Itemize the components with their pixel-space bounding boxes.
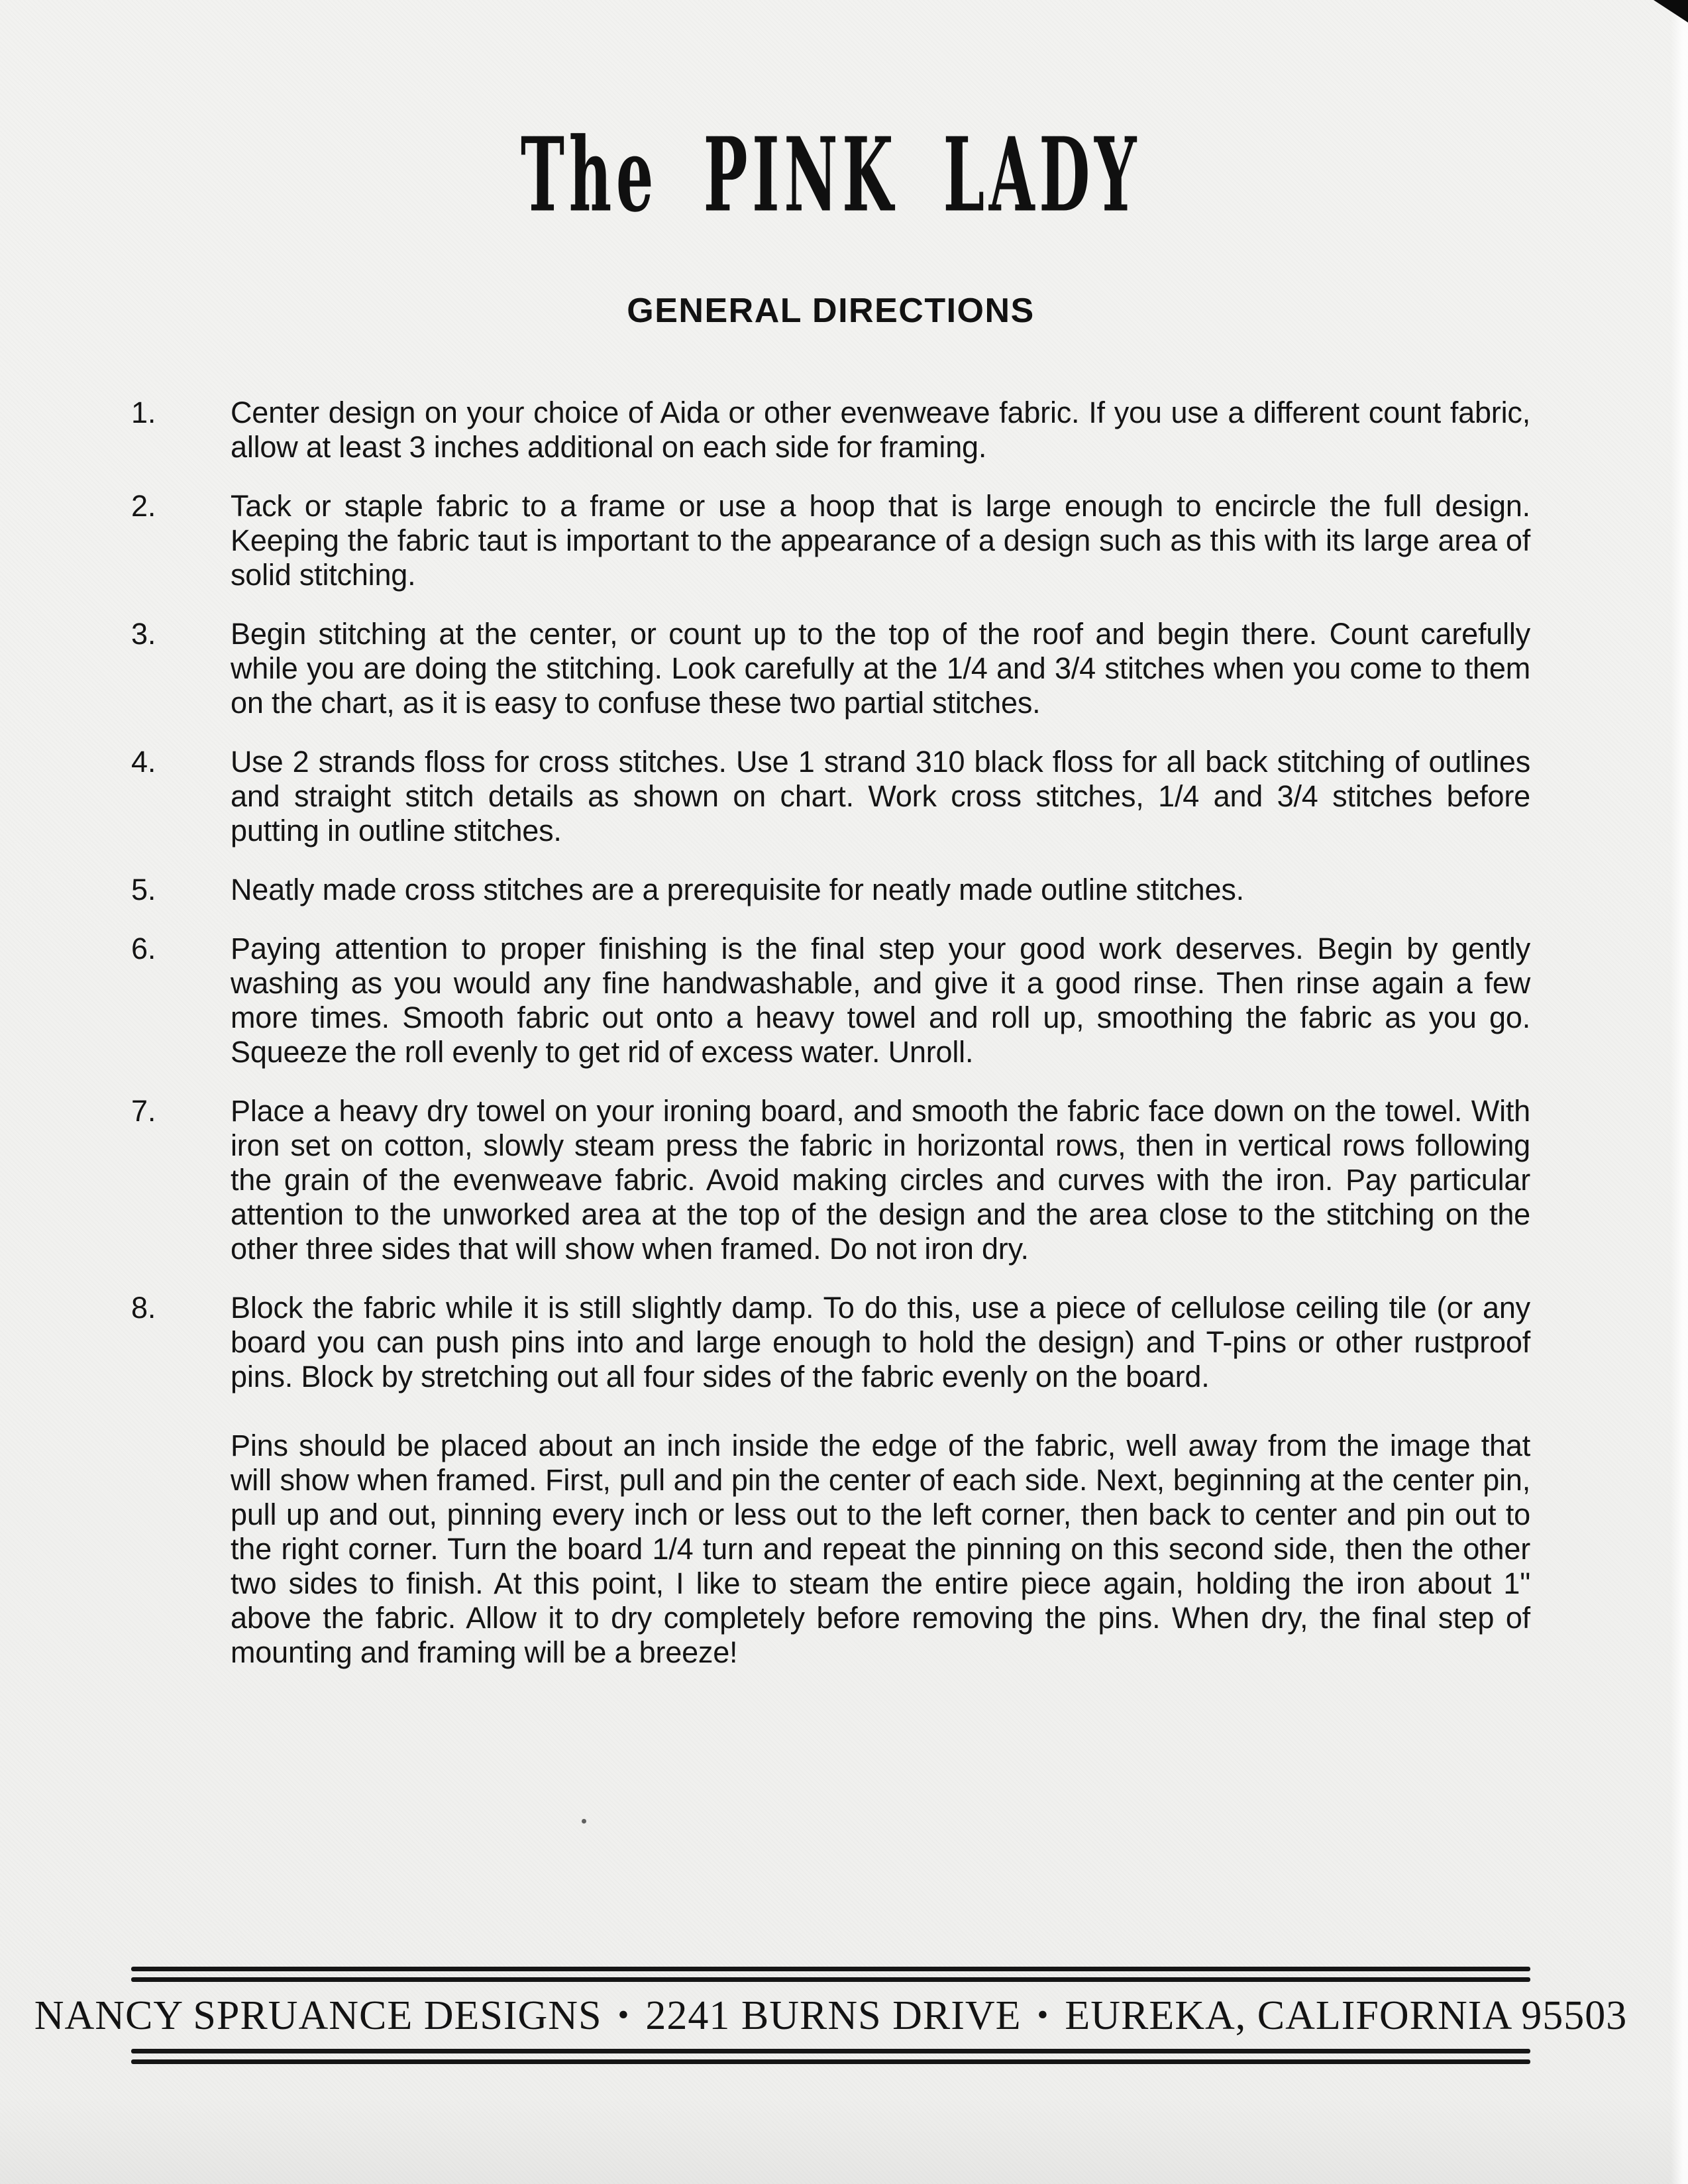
- document-subtitle: GENERAL DIRECTIONS: [627, 292, 1035, 330]
- item-text: Tack or staple fabric to a frame or use a hoop that is large enough to encircle the full design. Keeping the fabric taut is important to the appearance of a design such as this with its large area of solid stitching.: [231, 489, 1530, 592]
- direction-item-8: [131, 1291, 1530, 1394]
- footer: [34, 1967, 1628, 2064]
- item-text: Center design on your choice of Aida or other evenweave fabric. If you use a different count fabric, allow at least 3 inches additional on each side for framing.: [231, 396, 1530, 464]
- footer-bottom-rule-1: [131, 2049, 1530, 2053]
- direction-item-6: [131, 932, 1530, 1069]
- item-number: 2.: [131, 489, 156, 523]
- item-number: 8.: [131, 1291, 156, 1325]
- document-title: The PINK LADY: [520, 115, 1141, 235]
- item-text: Block the fabric while it is still slightly damp. To do this, use a piece of cellulose ceiling tile (or any board you can push pins into and large enough to hold the design) and T-pins or other rustproof pins. Block by stretching out all four sides of the fabric evenly on the board.: [231, 1291, 1530, 1393]
- footer-location: EUREKA, CALIFORNIA 95503: [1065, 1993, 1628, 2038]
- direction-item-2: [131, 489, 1530, 592]
- item-text: Use 2 strands floss for cross stitches. Use 1 strand 310 black floss for all back stitching of outlines and straight stitch details as shown on chart. Work cross stitches, 1/4 and 3/4 stitches before putting in outline stitches.: [231, 745, 1530, 847]
- item-number: 1.: [131, 396, 156, 429]
- item-number: 3.: [131, 617, 156, 651]
- scan-right-edge-artifact: [1671, 0, 1688, 2184]
- footer-company: NANCY SPRUANCE DESIGNS: [34, 1993, 602, 2038]
- item-text: Neatly made cross stitches are a prerequisite for neatly made outline stitches.: [231, 873, 1244, 906]
- item-number: 4.: [131, 745, 156, 779]
- continuation-paragraph: Pins should be placed about an inch inside the edge of the fabric, well away from the image that will show when framed. First, pull and pin the center of each side. Next, beginning at the center pin, pull up and out, pinning every inch or less out to the left corner, then back to center and pin out to the right corner. Turn the board 1/4 turn and repeat the pinning on this second side, then the other two sides to finish. At this point, I like to steam the entire piece again, holding the iron about 1" above the fabric. Allow it to dry completely before removing the pins. When dry, the final step of mounting and framing will be a breeze!: [231, 1429, 1530, 1669]
- item-number: 7.: [131, 1094, 156, 1128]
- document-content: [131, 0, 1530, 1670]
- bullet-separator-icon: •: [617, 1997, 630, 2032]
- direction-item-4: [131, 745, 1530, 848]
- scan-corner-artifact: [1654, 0, 1688, 23]
- direction-item-3: [131, 617, 1530, 720]
- direction-item-5: [131, 873, 1530, 907]
- item-number: 6.: [131, 932, 156, 965]
- footer-top-rule-2: [131, 1977, 1530, 1982]
- item-number: 5.: [131, 873, 156, 906]
- item-text: Begin stitching at the center, or count up to the top of the roof and begin there. Count carefully while you are doing the stitching. Look carefully at the 1/4 and 3/4 stitches when you come to them on the chart, as it is easy to confuse these two partial stitches.: [231, 617, 1530, 720]
- direction-item-1: [131, 396, 1530, 464]
- item-text: Paying attention to proper finishing is the final step your good work deserves. Begin by gently washing as you would any fine handwashable, and give it a good rinse. Then rinse again a few more times. Smooth fabric out onto a heavy towel and roll up, smoothing the fabric as you go. Squeeze the roll evenly to get rid of excess water. Unroll.: [231, 932, 1530, 1069]
- item-text: Place a heavy dry towel on your ironing board, and smooth the fabric face down on the towel. With iron set on cotton, slowly steam press the fabric in horizontal rows, then in vertical rows following the grain of the evenweave fabric. Avoid making circles and curves with the iron. Pay particular attention to the unworked area at the top of the design and the area close to the stitching on the other three sides that will show when framed. Do not iron dry.: [231, 1094, 1530, 1266]
- scan-speck-artifact: [582, 1819, 586, 1824]
- footer-top-rule-1: [131, 1967, 1530, 1971]
- footer-bottom-rule-2: [131, 2059, 1530, 2064]
- directions-list: [131, 396, 1530, 1670]
- footer-address: 2241 BURNS DRIVE: [645, 1993, 1022, 2038]
- bullet-separator-icon: •: [1037, 1997, 1049, 2032]
- direction-item-7: [131, 1094, 1530, 1266]
- footer-text: [34, 1993, 1628, 2040]
